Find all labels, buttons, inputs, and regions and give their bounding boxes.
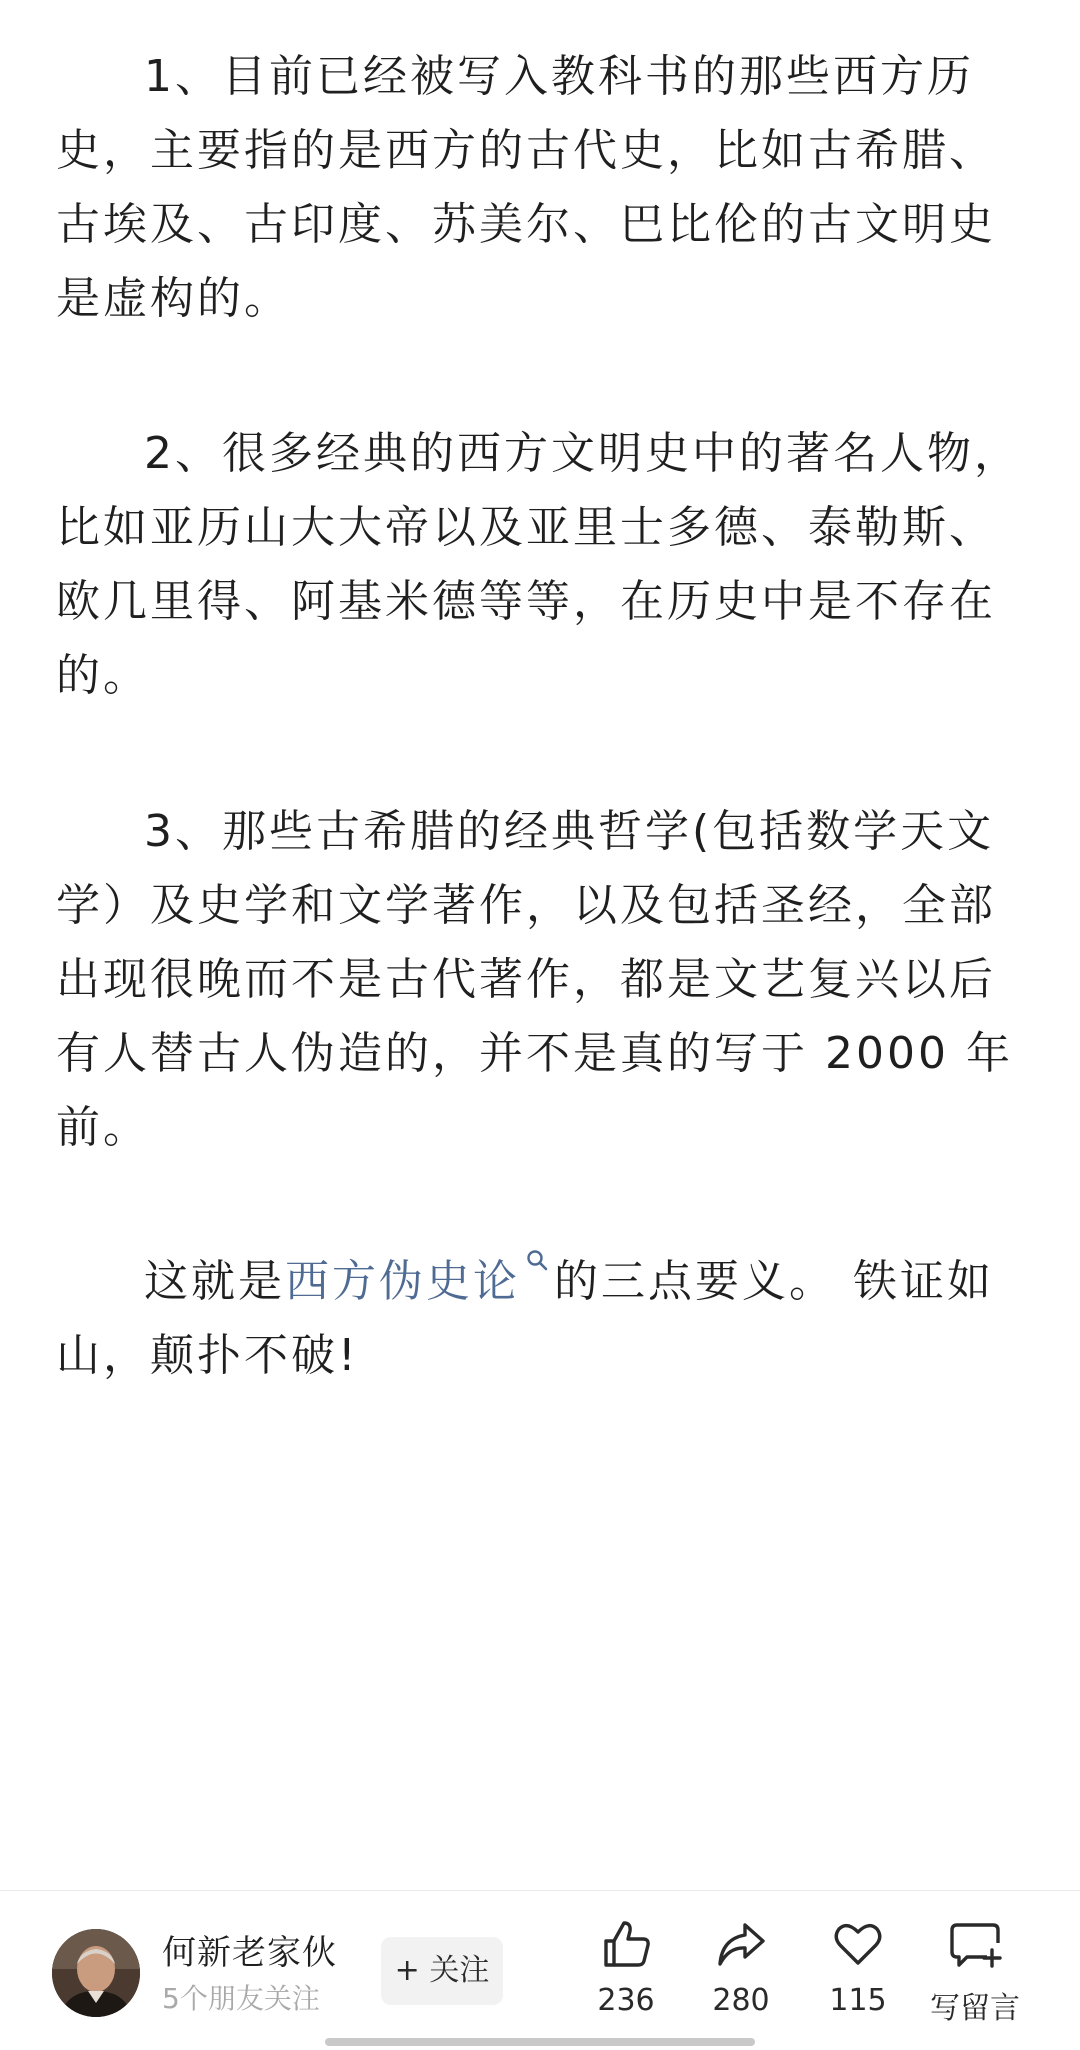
favorite-count: 115 [829,1983,887,2018]
comment-add-icon [947,1917,1003,1973]
paragraph-2: 2、很多经典的西方文明史中的著名人物，比如亚历山大大帝以及亚里士多德、泰勒斯、欧几里得、阿基米德等等，在历史中是不存在的。 [56,428,1021,701]
share-arrow-icon [713,1917,769,1973]
home-indicator[interactable] [325,2038,755,2046]
write-comment-button[interactable] [920,1917,1030,2037]
paragraph-3: 3、那些古希腊的经典哲学(包括数学天文学）及史学和文学著作，以及包括圣经，全部出现很晚而不是古代著作，都是文艺复兴以后有人替古人伪造的，并不是真的写于 2000 年前。 [56,806,1013,1153]
topic-link[interactable]: 西方伪史论 [285,1256,520,1307]
like-button[interactable] [571,1917,681,2037]
friends-following-count: 5个朋友关注 [162,1982,320,2015]
search-icon[interactable] [526,1245,548,1279]
thumbs-up-icon [598,1917,654,1973]
paragraph-4-tail: 的三点要义。 铁证如山，颠扑不破! [56,1256,994,1381]
favorite-button[interactable] [803,1917,913,2037]
share-count: 280 [712,1983,770,2018]
paragraph-1: 1、目前已经被写入教科书的那些西方历史，主要指的是西方的古代史，比如古希腊、古埃及、古印度、苏美尔、巴比伦的古文明史是虚构的。 [56,51,996,324]
bottom-action-bar [0,1890,1080,2050]
like-count: 236 [597,1983,655,2018]
share-button[interactable] [686,1917,796,2037]
paragraph-4 [56,1245,1024,1393]
avatar[interactable] [52,1929,140,2017]
paragraph-4-lead: 这就是 [144,1256,285,1307]
follow-button[interactable]: + 关注 [381,1937,503,2005]
heart-icon [830,1917,886,1973]
comment-label: 写留言 [930,1991,1020,2026]
author-name[interactable]: 何新老家伙 [162,1933,337,1973]
